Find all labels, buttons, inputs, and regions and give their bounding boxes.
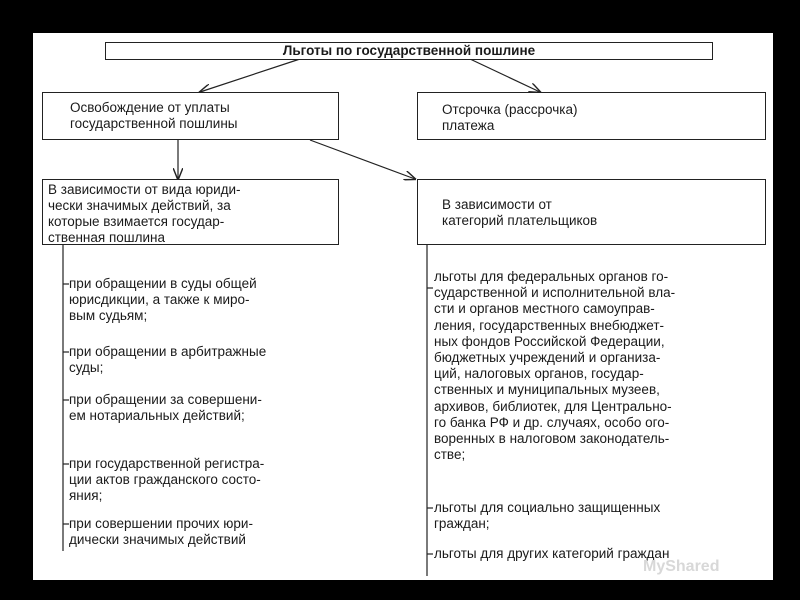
action-type-box [42, 179, 339, 245]
deferral-label: Отсрочка (рассрочка) платежа [442, 102, 578, 133]
slide [33, 33, 773, 580]
payer-category-box [417, 179, 766, 245]
diagram-title: Льготы по государственной пошлине [282, 43, 536, 58]
payer-category-label: В зависимости от категорий плательщиков [442, 197, 598, 228]
title-box [105, 42, 713, 60]
deferral-box [417, 92, 766, 140]
arrow-left-to-right-mid [310, 140, 415, 179]
exemption-box [42, 92, 339, 140]
exemption-label: Освобождение от уплаты государственной пошлины [70, 100, 238, 131]
left-item-arbitration: при обращении в арбитражные суды; [69, 344, 267, 375]
action-type-label: В зависимости от вида юриди- чески значимых действий, за которые взимается государ- ственная пошлина [48, 182, 241, 245]
arrow-title-right [470, 59, 540, 92]
arrow-title-left [200, 59, 300, 92]
left-item-courts: при обращении в суды общей юрисдикции, а также к миро- вым судьям; [69, 276, 257, 323]
right-item-social: льготы для социально защищенных граждан; [434, 500, 661, 531]
watermark-logo: MyShared [643, 558, 720, 575]
left-item-other: при совершении прочих юри- дически значимых действий [69, 516, 253, 547]
left-item-notary: при обращении за совершени- ем нотариальных действий; [69, 392, 262, 423]
left-item-registration: при государственной регистра- ции актов гражданского состо- яния; [69, 456, 265, 503]
right-item-other: льготы для других категорий граждан [434, 546, 670, 561]
right-item-federal: льготы для федеральных органов го- сударственной и исполнительной вла- сти и органов местного самоуправ- ления, государственных внебюджет- ных фондов Российской Федерации, бюджетных учреждений и организа- ций, налоговых органов, государ- ственных и муниципальных музеев, архивов, библиотек, для Центрально- го банка РФ и др. случаях, особо ого- воренных в налоговом законодатель- стве; [434, 269, 676, 463]
